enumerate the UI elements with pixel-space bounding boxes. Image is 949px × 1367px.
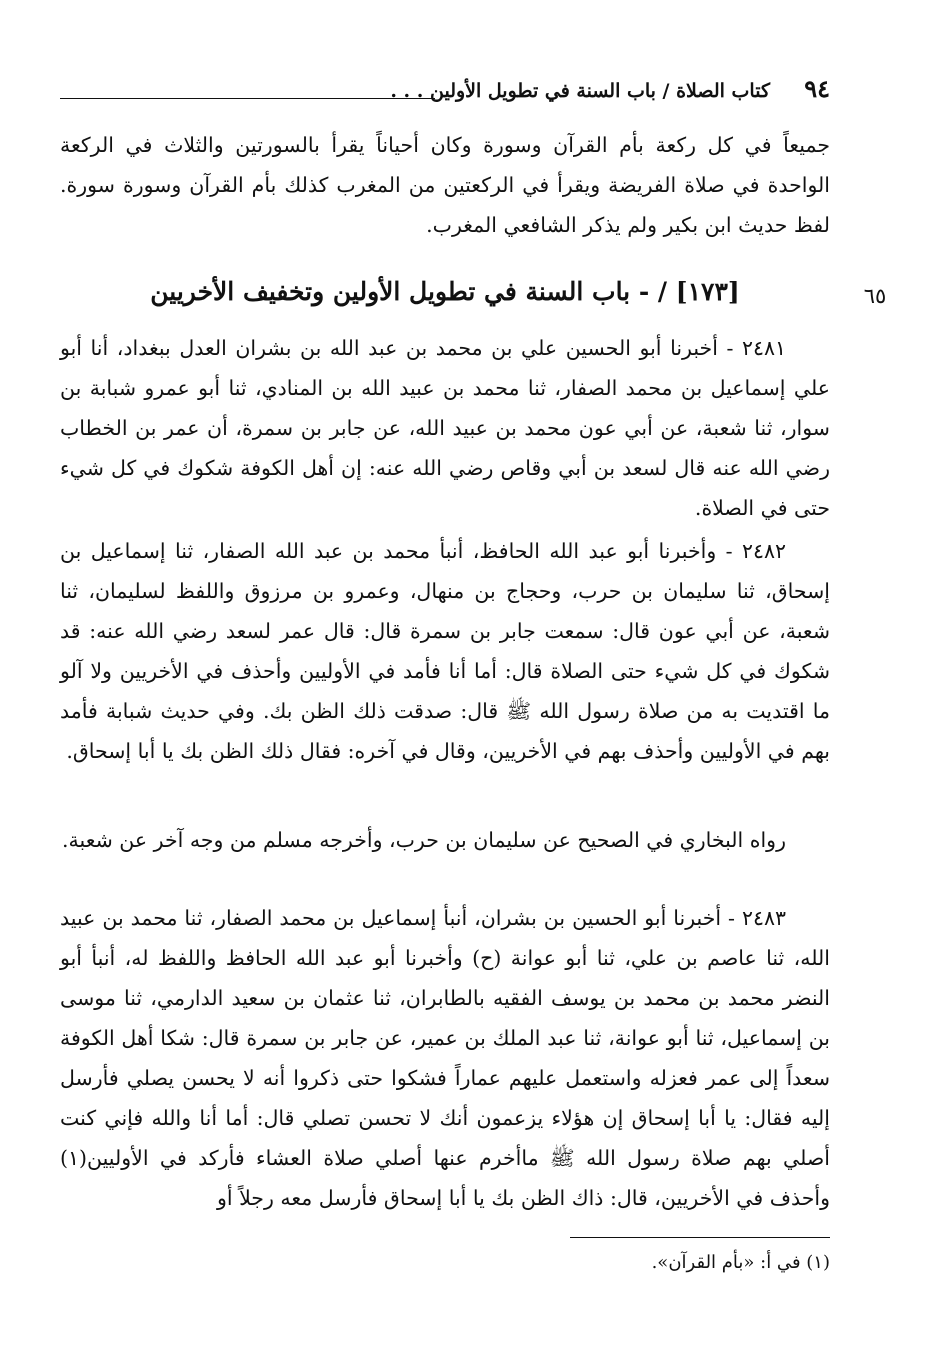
page-number: ٩٤: [804, 74, 830, 103]
section-title: [١٧٣] / - باب السنة في تطويل الأولين وتخفيف الأخريين: [150, 277, 740, 306]
footnote-rule: [570, 1237, 830, 1238]
hadith-paragraph: ٢٤٨١ - أخبرنا أبو الحسين علي بن محمد بن عبد الله بن بشران العدل ببغداد، أنا أبو علي إسماعيل بن محمد الصفار، ثنا محمد بن عبيد الله بن المنادي، ثنا أبو عمرو شبابة بن سوار، ثنا شعبة، عن أبي عون محمد بن عبيد الله، عن جابر بن سمرة، أن عمر بن الخطاب رضي الله عنه قال لسعد بن أبي وقاص رضي الله عنه: إن أهل الكوفة شكوك في كل شيء حتى في الصلاة.: [60, 336, 830, 520]
running-title: كتاب الصلاة / باب السنة في تطويل الأولين . . .: [390, 80, 770, 102]
running-header: [60, 70, 830, 110]
hadith-2481-block: [60, 328, 830, 528]
header-rule: [60, 98, 435, 99]
hadith-2483-block: [60, 898, 830, 1218]
attribution-paragraph: رواه البخاري في الصحيح عن سليمان بن حرب، وأخرجه مسلم من وجه آخر عن شعبة.: [62, 828, 786, 852]
intro-paragraph: جميعاً في كل ركعة بأم القرآن وسورة وكان أحياناً يقرأ بالسورتين والثلاث في الركعة الواحدة في صلاة الفريضة ويقرأ في الركعتين من المغرب كذلك بأم القرآن وسورة سورة. لفظ حديث ابن بكير ولم يذكر الشافعي المغرب.: [60, 133, 830, 237]
hadith-paragraph: ٢٤٨٣ - أخبرنا أبو الحسين بن بشران، أنبأ إسماعيل بن محمد الصفار، ثنا محمد بن عبيد الله، ثنا عاصم بن علي، ثنا أبو عوانة (ح) وأخبرنا أبو عبد الله الحافظ واللفظ له، أنبأ أبو النضر محمد بن محمد بن يوسف الفقيه بالطابران، ثنا عثمان بن سعيد الدارمي، ثنا موسى بن إسماعيل، ثنا أبو عوانة، ثنا عبد الملك بن عمير، عن جابر بن سمرة قال: شكا أهل الكوفة سعداً إلى عمر فعزله واستعمل عليهم عماراً فشكوا حتى ذكروا أنه لا يحسن يصلي فأرسل إليه فقال: يا أبا إسحاق إن هؤلاء يزعمون أنك لا تحسن تصلي قال: أما أنا والله فإني كنت أصلي بهم صلاة رسول الله ﷺ ماأخرم عنها أصلي صلاة العشاء فأركد في الأوليين(١) وأحذف في الأخريين، قال: ذاك الظن بك يا أبا إسحاق فأرسل معه رجلاً أو: [60, 906, 830, 1210]
attribution-block: [60, 820, 830, 860]
intro-block: [60, 125, 830, 245]
hadith-paragraph: ٢٤٨٢ - وأخبرنا أبو عبد الله الحافظ، أنبأ محمد بن عبد الله الصفار، ثنا إسماعيل بن إسحاق، ثنا سليمان بن حرب، وحجاج بن منهال، وعمرو بن مرزوق واللفظ لسليمان، ثنا شعبة، عن أبي عون قال: سمعت جابر بن سمرة قال: قال عمر لسعد رضي الله عنه: قد شكوك في كل شيء حتى الصلاة قال: أما أنا فأمد في الأوليين وأحذف في الأخريين ولا آلو ما اقتديت به من صلاة رسول الله ﷺ قال: صدقت ذلك الظن بك. وفي حديث شبابة فأمد بهم في الأوليين وأحذف بهم في الأخريين، وقال في آخره: فقال ذلك الظن بك يا أبا إسحاق.: [60, 539, 830, 763]
footnote: (١) في أ: «بأم القرآن».: [651, 1252, 830, 1273]
hadith-2482-block: [60, 531, 830, 771]
margin-number: ٦٥: [863, 284, 887, 308]
